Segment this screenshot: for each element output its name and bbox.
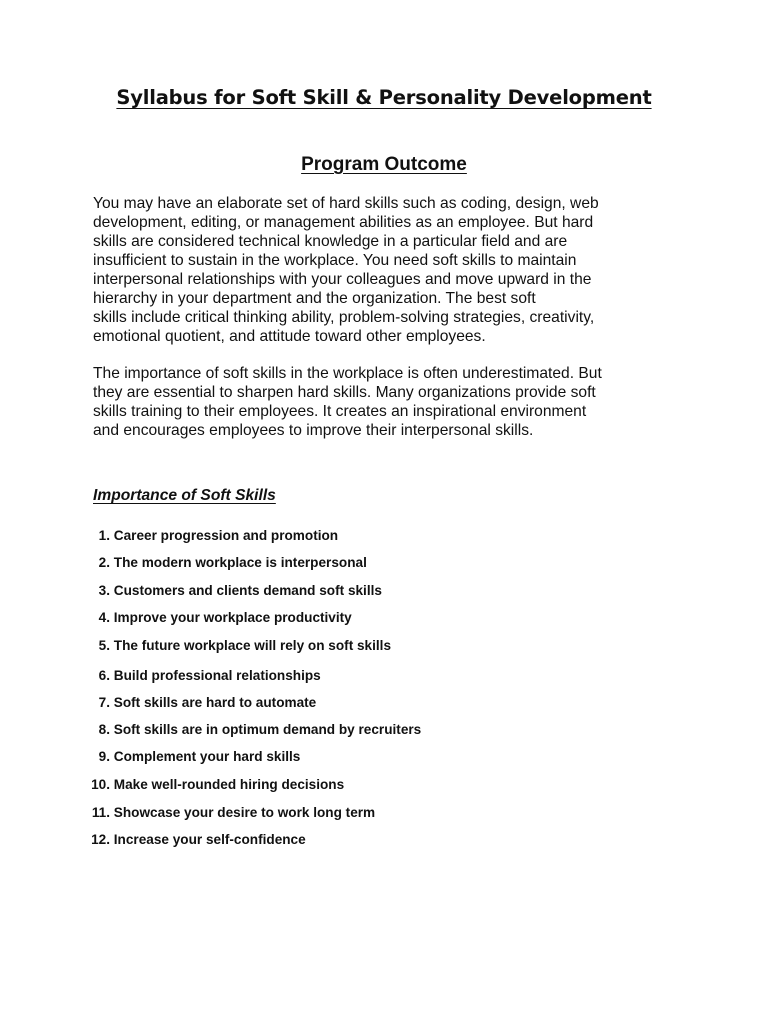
list-item-text: Customers and clients demand soft skills — [113, 583, 382, 598]
list-item-text: The future workplace will rely on soft skills — [113, 638, 392, 653]
list-item-text: Soft skills are hard to automate — [113, 695, 317, 710]
subheading-importance: Importance of Soft Skills — [93, 487, 276, 504]
list-item — [0, 748, 300, 766]
paragraph-line: they are essential to sharpen hard skills. Many organizations provide soft — [93, 384, 596, 401]
list-item-number: 1. — [98, 528, 110, 543]
paragraph-line: interpersonal relationships with your colleagues and move upward in the — [93, 271, 592, 288]
list-item-text: Increase your self-confidence — [113, 832, 306, 847]
paragraph-line: development, editing, or management abilities as an employee. But hard — [93, 214, 594, 231]
list-item-number: 6. — [98, 668, 110, 683]
list-item — [0, 831, 306, 849]
list-item-text: Showcase your desire to work long term — [113, 805, 376, 820]
paragraph-line: skills training to their employees. It creates an inspirational environment — [93, 403, 587, 420]
paragraph-line: and encourages employees to improve their interpersonal skills. — [93, 422, 534, 439]
list-item — [0, 721, 421, 739]
list-item — [0, 776, 344, 794]
list-item-number: 2. — [98, 555, 110, 570]
list-item-number: 7. — [98, 695, 110, 710]
paragraph-line: skills include critical thinking ability, problem-solving strategies, creativity, — [93, 309, 595, 326]
list-item — [0, 554, 367, 572]
list-item — [0, 609, 352, 627]
list-item-text: Build professional relationships — [113, 668, 321, 683]
list-item-text: Improve your workplace productivity — [113, 610, 352, 625]
list-item-text: Complement your hard skills — [113, 749, 301, 764]
list-item-text: Soft skills are in optimum demand by recruiters — [113, 722, 422, 737]
paragraph-line: The importance of soft skills in the workplace is often underestimated. But — [93, 365, 602, 382]
paragraph-intro — [93, 194, 693, 346]
list-item-number: 11. — [91, 805, 110, 820]
list-item — [0, 582, 382, 600]
paragraph-line: skills are considered technical knowledge in a particular field and are — [93, 233, 568, 250]
paragraph-line: hierarchy in your department and the organization. The best soft — [93, 290, 536, 307]
list-item — [0, 527, 338, 545]
list-item — [0, 667, 321, 685]
list-item — [0, 694, 316, 712]
list-item-number: 5. — [98, 638, 110, 653]
paragraph-line: emotional quotient, and attitude toward other employees. — [93, 328, 486, 345]
list-item-number: 10. — [91, 777, 110, 792]
list-item — [0, 637, 391, 655]
list-item-number: 12. — [91, 832, 110, 847]
list-item-number: 4. — [98, 610, 110, 625]
list-item-number: 9. — [98, 749, 110, 764]
list-item-text: The modern workplace is interpersonal — [113, 555, 367, 570]
list-item-text: Career progression and promotion — [113, 528, 339, 543]
list-item — [0, 804, 375, 822]
list-item-number: 8. — [98, 722, 110, 737]
list-item-number: 3. — [98, 583, 110, 598]
section-title: Program Outcome — [301, 154, 467, 175]
list-item-text: Make well-rounded hiring decisions — [113, 777, 345, 792]
document-title: Syllabus for Soft Skill & Personality Development — [116, 86, 652, 109]
paragraph-importance — [93, 364, 693, 440]
paragraph-line: You may have an elaborate set of hard skills such as coding, design, web — [93, 195, 599, 212]
paragraph-line: insufficient to sustain in the workplace. You need soft skills to maintain — [93, 252, 577, 269]
